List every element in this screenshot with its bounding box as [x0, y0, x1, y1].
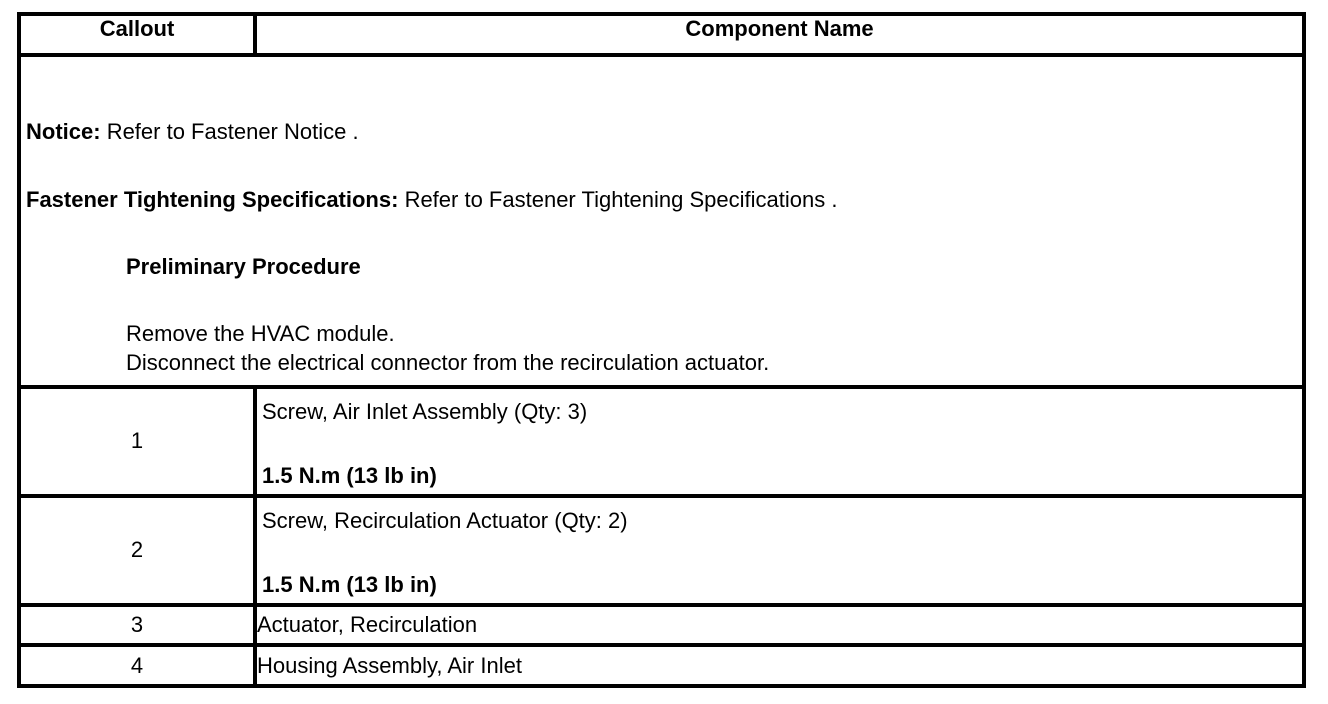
intro-row — [19, 55, 1304, 387]
component-name: Housing Assembly, Air Inlet — [255, 645, 1304, 686]
torque-spec: 1.5 N.m (13 lb in) — [262, 571, 437, 597]
component-name: Screw, Air Inlet Assembly (Qty: 3) — [262, 398, 588, 424]
table-row — [19, 605, 1304, 646]
spec-line — [26, 187, 837, 213]
callout-cell: 1 — [19, 387, 255, 496]
spec-label: Fastener Tightening Specifications: — [26, 186, 399, 212]
notice-text: Refer to Fastener Notice . — [106, 118, 359, 144]
intro-cell — [19, 55, 1304, 387]
step-item: Disconnect the electrical connector from the recirculation actuator. — [126, 349, 770, 375]
table-row — [19, 496, 1304, 605]
component-cell — [255, 387, 1304, 496]
preliminary-heading: Preliminary Procedure — [126, 253, 361, 279]
component-cell — [255, 496, 1304, 605]
table-header-row — [19, 14, 1304, 55]
step-item: Remove the HVAC module. — [126, 320, 395, 346]
component-table — [17, 12, 1306, 688]
component-name-header: Component Name — [255, 14, 1304, 55]
callout-header: Callout — [19, 14, 255, 55]
notice-line — [26, 119, 359, 145]
torque-spec: 1.5 N.m (13 lb in) — [262, 462, 437, 488]
callout-cell: 4 — [19, 645, 255, 686]
spec-text: Refer to Fastener Tightening Specifications . — [404, 186, 838, 212]
component-name: Screw, Recirculation Actuator (Qty: 2) — [262, 507, 628, 533]
table-row — [19, 387, 1304, 496]
notice-label: Notice: — [26, 118, 101, 144]
component-name: Actuator, Recirculation — [255, 605, 1304, 646]
callout-cell: 3 — [19, 605, 255, 646]
table-row — [19, 645, 1304, 686]
callout-cell: 2 — [19, 496, 255, 605]
